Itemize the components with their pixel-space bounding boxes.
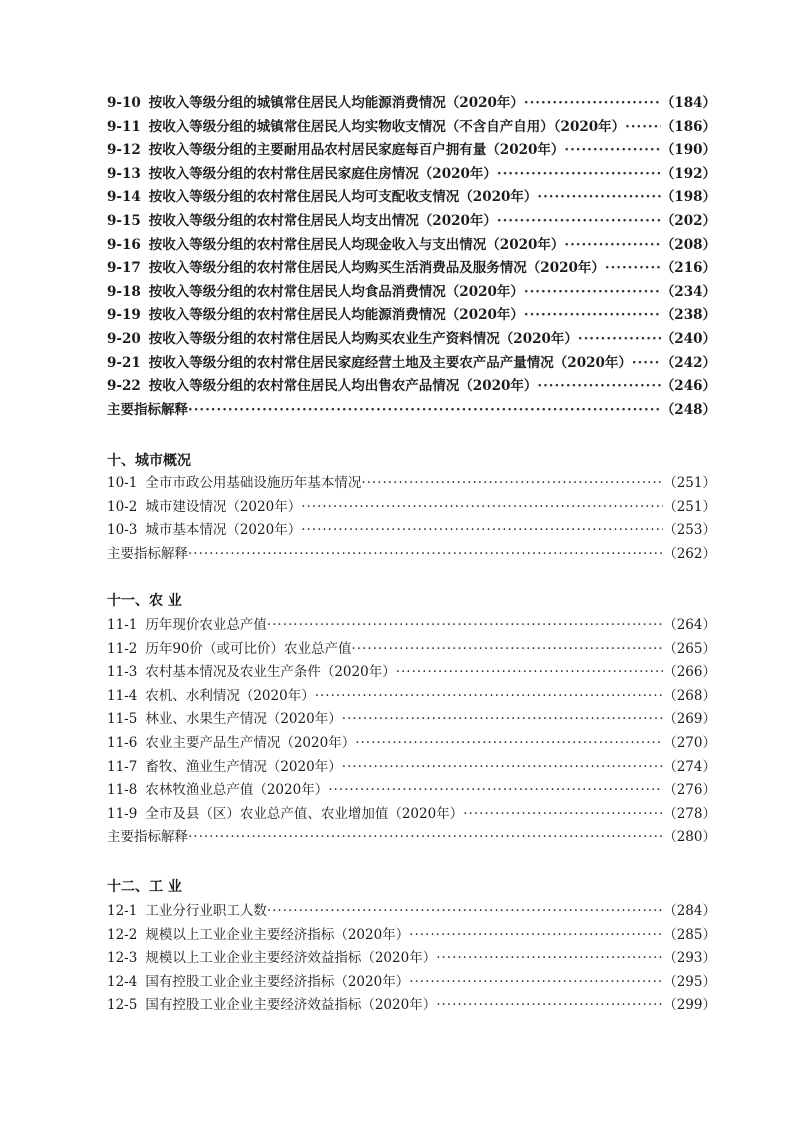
entry-number: 12-2	[107, 926, 138, 943]
toc-entry[interactable]	[107, 351, 716, 375]
entry-page-number: （253）	[663, 522, 716, 539]
toc-entry[interactable]	[107, 374, 716, 398]
entry-number: 9-20	[107, 330, 141, 347]
toc-entry[interactable]	[107, 707, 716, 731]
entry-page-number: （262）	[663, 545, 716, 562]
entry-number: 9-12	[107, 142, 141, 159]
section-heading-11: 十一、农 业	[107, 593, 182, 609]
toc-section-9-list	[107, 91, 716, 421]
toc-entry[interactable]	[107, 923, 716, 947]
entry-title: 按收入等级分组的农村常住居民人均支出情况（2020年）	[148, 212, 497, 229]
toc-entry[interactable]	[107, 825, 716, 849]
dot-leader	[409, 927, 663, 943]
entry-title: 按收入等级分组的农村常住居民人均食品消费情况（2020年）	[148, 283, 524, 300]
entry-number: 9-19	[107, 307, 141, 324]
entry-number: 11-7	[107, 758, 138, 775]
dot-leader	[605, 260, 661, 276]
entry-number: 9-18	[107, 283, 141, 300]
toc-entry[interactable]	[107, 471, 716, 495]
entry-title: 农村基本情况及农业生产条件（2020年）	[145, 664, 396, 681]
toc-entry[interactable]	[107, 256, 716, 280]
entry-title: 按收入等级分组的农村常住居民人均可支配收支情况（2020年）	[148, 189, 538, 206]
entry-title: 按收入等级分组的城镇常住居民人均实物收支情况（不含自产自用）（2020年）	[148, 118, 626, 135]
toc-entry[interactable]	[107, 115, 716, 139]
entry-title: 按收入等级分组的城镇常住居民人均能源消费情况（2020年）	[148, 95, 524, 111]
toc-entry[interactable]	[107, 637, 716, 661]
dot-leader	[524, 284, 661, 300]
entry-number: 9-21	[107, 354, 141, 371]
dot-leader	[396, 664, 664, 680]
entry-page-number: （268）	[663, 687, 716, 704]
toc-entry[interactable]	[107, 684, 716, 708]
dot-leader	[328, 782, 663, 798]
entry-page-number: （285）	[663, 926, 716, 943]
entry-title: 按收入等级分组的主要耐用品农村居民家庭每百户拥有量（2020年）	[148, 142, 565, 159]
entry-title: 主要指标解释	[107, 545, 188, 562]
section-heading-12: 十二、工 业	[107, 879, 182, 895]
entry-number: 12-5	[107, 997, 138, 1014]
entry-number: 11-5	[107, 711, 138, 728]
toc-entry[interactable]	[107, 731, 716, 755]
toc-entry[interactable]	[107, 209, 716, 233]
entry-page-number: （248）	[660, 401, 716, 418]
dot-leader	[524, 307, 661, 323]
dot-leader	[301, 499, 663, 515]
dot-leader	[436, 997, 663, 1013]
entry-number: 12-3	[107, 950, 138, 967]
toc-entry[interactable]	[107, 993, 716, 1017]
dot-leader	[342, 711, 664, 727]
dot-leader	[564, 142, 660, 158]
entry-page-number: （284）	[663, 903, 716, 919]
toc-section-10-list	[107, 471, 716, 565]
dot-leader	[301, 522, 663, 538]
entry-page-number: （186）	[660, 118, 716, 135]
toc-entry[interactable]	[107, 280, 716, 304]
entry-number: 9-11	[107, 118, 141, 135]
entry-page-number: （240）	[660, 330, 716, 347]
entry-page-number: （266）	[663, 664, 716, 681]
entry-title: 农林牧渔业总产值（2020年）	[145, 782, 329, 799]
toc-entry[interactable]	[107, 660, 716, 684]
entry-number: 9-15	[107, 212, 141, 229]
entry-number: 11-3	[107, 664, 138, 681]
entry-title: 按收入等级分组的农村常住居民家庭住房情况（2020年）	[148, 165, 497, 182]
toc-entry[interactable]	[107, 495, 716, 519]
dot-leader	[537, 378, 660, 394]
entry-page-number: （184）	[660, 95, 716, 111]
entry-number: 11-1	[107, 617, 138, 633]
toc-entry[interactable]	[107, 91, 716, 115]
entry-title: 全市市政公用基础设施历年基本情况	[145, 475, 362, 491]
dot-leader	[188, 546, 663, 562]
dot-leader	[188, 402, 661, 418]
entry-number: 11-6	[107, 734, 138, 751]
toc-entry[interactable]	[107, 970, 716, 994]
dot-leader	[578, 331, 661, 347]
dot-leader	[537, 189, 660, 205]
toc-entry[interactable]	[107, 303, 716, 327]
entry-title: 按收入等级分组的农村常住居民人均购买农业生产资料情况（2020年）	[148, 330, 578, 347]
entry-page-number: （190）	[660, 142, 716, 159]
entry-title: 按收入等级分组的农村常住居民人均现金收入与支出情况（2020年）	[148, 236, 565, 253]
entry-page-number: （270）	[663, 734, 716, 751]
entry-page-number: （280）	[663, 829, 716, 846]
entry-page-number: （238）	[660, 307, 716, 324]
dot-leader	[267, 617, 663, 633]
entry-title: 主要指标解释	[107, 829, 188, 846]
toc-entry[interactable]	[107, 518, 716, 542]
entry-title: 工业分行业职工人数	[145, 903, 267, 919]
entry-title: 按收入等级分组的农村常住居民人均能源消费情况（2020年）	[148, 307, 524, 324]
entry-number: 12-4	[107, 973, 138, 990]
entry-title: 主要指标解释	[107, 401, 188, 418]
dot-leader	[625, 119, 661, 135]
entry-number: 9-14	[107, 189, 141, 206]
entry-page-number: （251）	[663, 498, 716, 515]
dot-leader	[436, 950, 663, 966]
entry-number: 11-8	[107, 782, 138, 799]
entry-number: 9-17	[107, 260, 141, 277]
dot-leader	[524, 95, 661, 111]
entry-title: 全市及县（区）农业总产值、农业增加值（2020年）	[145, 805, 464, 822]
dot-leader	[267, 903, 663, 919]
entry-page-number: （208）	[660, 236, 716, 253]
entry-title: 农机、水利情况（2020年）	[145, 687, 315, 704]
dot-leader	[315, 688, 664, 704]
dot-leader	[361, 475, 663, 491]
dot-leader	[188, 829, 663, 845]
dot-leader	[497, 166, 661, 182]
toc-entry[interactable]	[107, 327, 716, 351]
dot-leader	[352, 641, 664, 657]
toc-entry[interactable]	[107, 162, 716, 186]
toc-entry[interactable]	[107, 613, 716, 637]
entry-number: 11-9	[107, 805, 138, 822]
entry-title: 规模以上工业企业主要经济效益指标（2020年）	[145, 950, 437, 967]
dot-leader	[342, 759, 664, 775]
dot-leader	[463, 806, 663, 822]
entry-title: 按收入等级分组的农村常住居民人均出售农产品情况（2020年）	[148, 378, 538, 395]
entry-title: 历年90价（或可比价）农业总产值	[145, 640, 352, 657]
entry-page-number: （251）	[663, 475, 716, 491]
entry-page-number: （269）	[663, 711, 716, 728]
toc-entry[interactable]	[107, 946, 716, 970]
toc-entry[interactable]	[107, 185, 716, 209]
toc-entry[interactable]	[107, 802, 716, 826]
dot-leader	[355, 735, 663, 751]
entry-page-number: （295）	[663, 973, 716, 990]
entry-number: 11-2	[107, 640, 138, 657]
entry-title: 林业、水果生产情况（2020年）	[145, 711, 342, 728]
entry-number: 10-2	[107, 498, 138, 515]
dot-leader	[564, 237, 660, 253]
section-heading-10: 十、城市概况	[107, 453, 191, 469]
toc-section-12-list	[107, 899, 716, 1017]
entry-page-number: （192）	[660, 165, 716, 182]
toc-entry[interactable]	[107, 233, 716, 257]
toc-entry[interactable]	[107, 398, 716, 422]
toc-entry[interactable]	[107, 542, 716, 566]
entry-title: 国有控股工业企业主要经济效益指标（2020年）	[145, 997, 437, 1014]
entry-number: 12-1	[107, 903, 138, 919]
entry-number: 9-22	[107, 378, 141, 395]
entry-title: 历年现价农业总产值	[145, 617, 267, 633]
entry-title: 城市建设情况（2020年）	[145, 498, 302, 515]
entry-title: 按收入等级分组的农村常住居民家庭经营土地及主要农产品产量情况（2020年）	[148, 354, 632, 371]
entry-number: 9-16	[107, 236, 141, 253]
entry-title: 农业主要产品生产情况（2020年）	[145, 734, 356, 751]
toc-entry[interactable]	[107, 899, 716, 923]
entry-title: 国有控股工业企业主要经济指标（2020年）	[145, 973, 410, 990]
entry-number: 10-3	[107, 522, 138, 539]
toc-entry[interactable]	[107, 138, 716, 162]
entry-page-number: （264）	[663, 617, 716, 633]
entry-number: 9-10	[107, 95, 141, 111]
entry-number: 9-13	[107, 165, 141, 182]
entry-number: 11-4	[107, 687, 138, 704]
entry-page-number: （276）	[663, 782, 716, 799]
entry-title: 规模以上工业企业主要经济指标（2020年）	[145, 926, 410, 943]
entry-page-number: （202）	[660, 212, 716, 229]
toc-section-11-list	[107, 613, 716, 849]
entry-page-number: （246）	[660, 378, 716, 395]
toc-entry[interactable]	[107, 778, 716, 802]
entry-title: 城市基本情况（2020年）	[145, 522, 302, 539]
entry-title: 畜牧、渔业生产情况（2020年）	[145, 758, 342, 775]
dot-leader	[497, 213, 661, 229]
entry-page-number: （278）	[663, 805, 716, 822]
dot-leader	[409, 974, 663, 990]
entry-page-number: （293）	[663, 950, 716, 967]
entry-page-number: （274）	[663, 758, 716, 775]
entry-page-number: （265）	[663, 640, 716, 657]
toc-entry[interactable]	[107, 755, 716, 779]
entry-page-number: （242）	[660, 354, 716, 371]
dot-leader	[632, 355, 661, 371]
entry-title: 按收入等级分组的农村常住居民人均购买生活消费品及服务情况（2020年）	[148, 260, 605, 277]
entry-page-number: （234）	[660, 283, 716, 300]
entry-page-number: （299）	[663, 997, 716, 1014]
entry-page-number: （198）	[660, 189, 716, 206]
entry-page-number: （216）	[660, 260, 716, 277]
entry-number: 10-1	[107, 475, 138, 491]
